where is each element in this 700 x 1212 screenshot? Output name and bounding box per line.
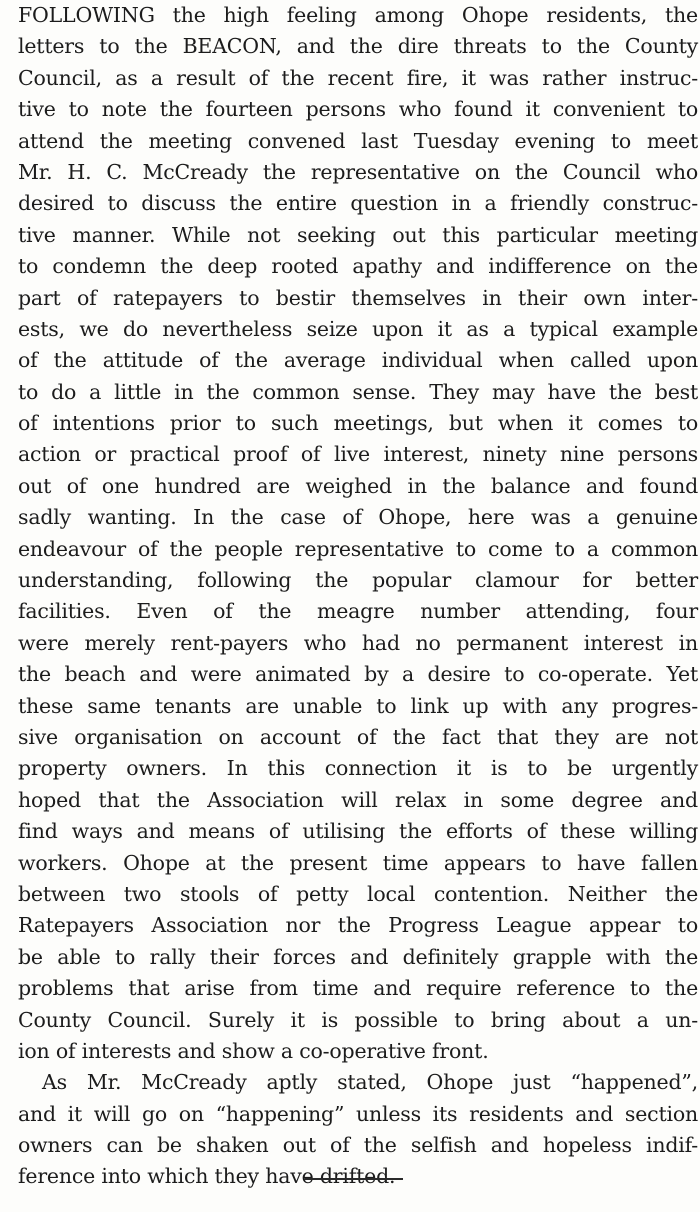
text-line: tive to note the fourteen persons who found it convenient to: [18, 97, 698, 122]
article-column: [18, 0, 698, 1193]
text-line: hoped that the Association will relax in some degree and: [18, 787, 698, 812]
text-line: owners can be shaken out of the selfish and hopeless indif-: [18, 1133, 698, 1158]
text-line: Ratepayers Association nor the Progress League appear to: [18, 913, 698, 938]
text-line: ference into which they have drifted.: [18, 1164, 396, 1189]
text-line: of intentions prior to such meetings, but when it comes to: [18, 411, 698, 436]
text-line: tive manner. While not seeking out this particular meeting: [18, 222, 698, 247]
text-line: be able to rally their forces and definitely grapple with the: [18, 944, 698, 969]
text-line: sive organisation on account of the fact that they are not: [18, 724, 698, 749]
text-line: County Council. Surely it is possible to bring about a un-: [18, 1007, 698, 1032]
section-divider: [305, 1178, 403, 1180]
text-line: between two stools of petty local contention. Neither the: [18, 881, 698, 906]
text-line: of the attitude of the average individual when called upon: [18, 348, 698, 373]
text-line: find ways and means of utilising the efforts of these willing: [18, 819, 698, 844]
text-line: As Mr. McCready aptly stated, Ohope just “happened”,: [42, 1070, 698, 1095]
text-line: these same tenants are unable to link up with any progres-: [18, 693, 698, 718]
text-line: sadly wanting. In the case of Ohope, here was a genuine: [18, 505, 698, 530]
text-line: workers. Ohope at the present time appears to have fallen: [18, 850, 698, 875]
text-line: property owners. In this connection it is to be urgently: [18, 756, 698, 781]
text-line: to do a little in the common sense. They may have the best: [18, 379, 698, 404]
text-line: and it will go on “happening” unless its residents and section: [18, 1101, 698, 1126]
text-line: attend the meeting convened last Tuesday evening to meet: [18, 128, 698, 153]
text-line: desired to discuss the entire question in a friendly construc-: [18, 191, 698, 216]
text-line: to condemn the deep rooted apathy and indifference on the: [18, 254, 698, 279]
article-paragraph-2: [18, 1067, 698, 1193]
text-line: FOLLOWING the high feeling among Ohope residents, the: [18, 3, 698, 27]
text-line: endeavour of the people representative to come to a common: [18, 536, 698, 561]
text-line: were merely rent-payers who had no permanent interest in: [18, 630, 698, 655]
text-line: Mr. H. C. McCready the representative on the Council who: [18, 159, 698, 184]
article-paragraph-1: [18, 0, 698, 1067]
text-line: out of one hundred are weighed in the balance and found: [18, 473, 698, 498]
text-line: Council, as a result of the recent fire, it was rather instruc-: [18, 65, 698, 90]
text-line: action or practical proof of live interest, ninety nine persons: [18, 442, 698, 467]
text-line: part of ratepayers to bestir themselves in their own inter-: [18, 285, 698, 310]
text-line: ests, we do nevertheless seize upon it as a typical example: [18, 316, 698, 341]
text-line: ion of interests and show a co-operative front.: [18, 1038, 489, 1063]
text-line: the beach and were animated by a desire to co-operate. Yet: [18, 662, 698, 687]
text-line: problems that arise from time and require reference to the: [18, 976, 698, 1001]
text-line: letters to the BEACON, and the dire threats to the County: [18, 34, 698, 59]
text-line: facilities. Even of the meagre number attending, four: [18, 599, 698, 624]
text-line: understanding, following the popular clamour for better: [18, 568, 698, 593]
